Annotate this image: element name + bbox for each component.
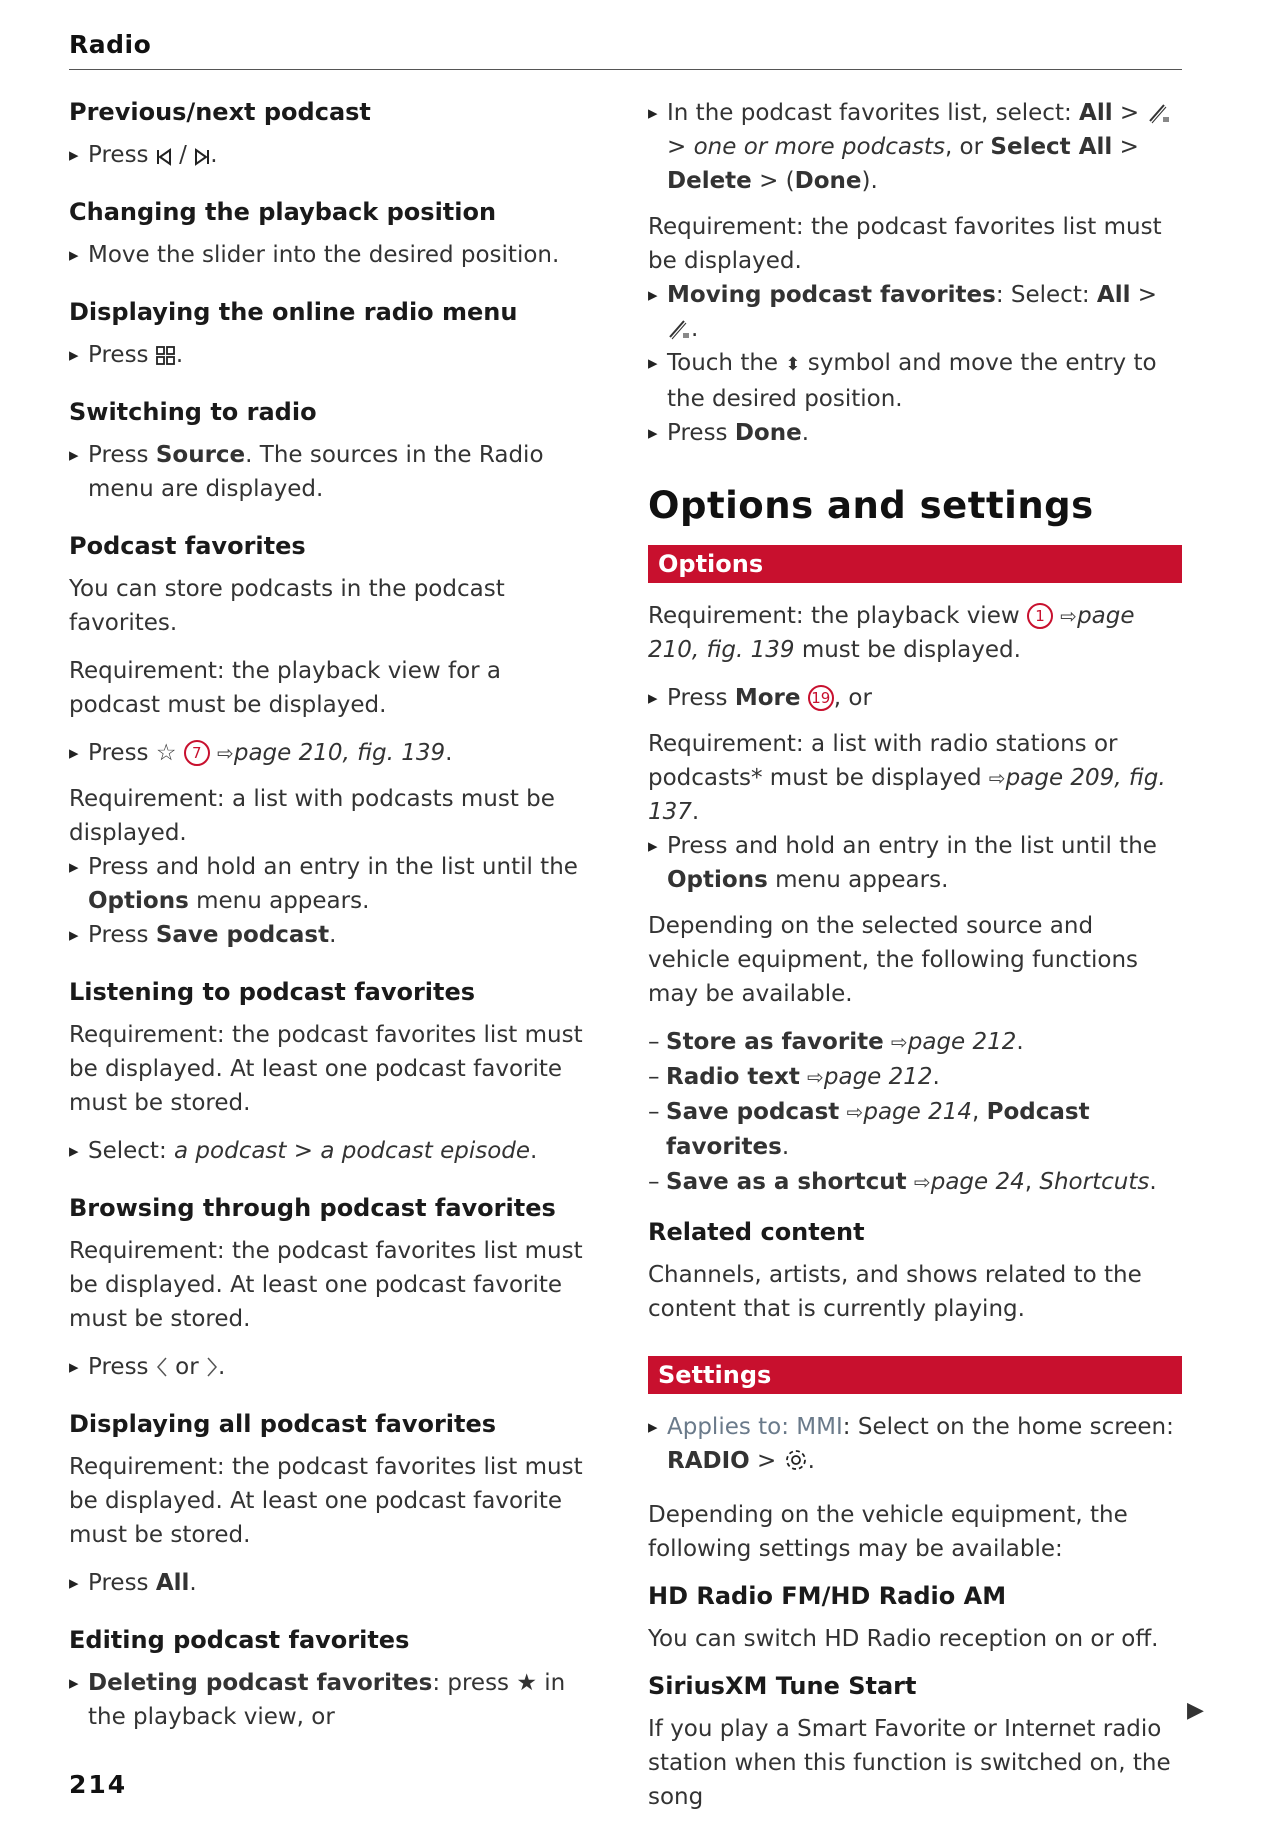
edit-pencil-icon xyxy=(667,318,691,340)
related-content-text: Channels, artists, and shows related to the content that is currently playing. xyxy=(648,1262,1142,1322)
page-reference-link[interactable]: page 212 xyxy=(907,1029,1017,1055)
step-press-all: ▸ Press All. xyxy=(69,1566,599,1600)
heading-editing-favorites: Editing podcast favorites xyxy=(69,1626,410,1654)
moving-requirement: Requirement: the podcast favorites list must be displayed. xyxy=(648,214,1162,274)
functions-list xyxy=(648,1025,1182,1200)
step-select-episode: ▸ Select: a podcast > a podcast episode. xyxy=(69,1134,599,1168)
step-hold-entry-options: ▸ Press and hold an entry in the list until the Options menu appears. xyxy=(648,829,1182,897)
listening-requirement: Requirement: the podcast favorites list must be displayed. At least one podcast favorite must be stored. xyxy=(69,1022,583,1116)
step-moving-favorites: ▸ Moving podcast favorites: Select: All > . xyxy=(648,278,1182,346)
cross-reference-arrow-icon: ⇨ xyxy=(217,741,234,765)
display-all-requirement: Requirement: the podcast favorites list must be displayed. At least one podcast favorite must be stored. xyxy=(69,1454,583,1548)
cross-reference-arrow-icon: ⇨ xyxy=(890,1030,908,1054)
page-reference-link[interactable]: page 212 xyxy=(823,1064,933,1090)
chevron-right-icon xyxy=(206,1356,218,1378)
skip-forward-icon xyxy=(194,148,210,166)
step-playback-position: ▸ Move the slider into the desired position. xyxy=(69,238,599,272)
page-reference-link[interactable]: page 214 xyxy=(863,1099,972,1125)
list-item: – Save podcast ⇨page 214, Podcast favorites. xyxy=(648,1095,1182,1165)
options-requirement-2: Requirement: a list with radio stations or podcasts* must be displayed ⇨page 209, fig. 137. xyxy=(648,731,1166,825)
heading-siriusxm-tune-start: SiriusXM Tune Start xyxy=(648,1672,917,1700)
step-online-menu: ▸ Press . xyxy=(69,338,599,372)
list-item: – Store as favorite ⇨page 212. xyxy=(648,1025,1182,1060)
hd-radio-text: You can switch HD Radio reception on or off. xyxy=(648,1626,1159,1652)
step-previous-next: ▸ Press / . xyxy=(69,138,599,172)
list-item: – Radio text ⇨page 212. xyxy=(648,1060,1182,1095)
continued-arrow-icon: ▶ xyxy=(1187,1698,1204,1723)
heading-display-all-favorites: Displaying all podcast favorites xyxy=(69,1410,497,1438)
favorites-intro: You can store podcasts in the podcast favorites. xyxy=(69,576,505,636)
right-column xyxy=(648,96,1182,1828)
options-depending-text: Depending on the selected source and vehicle equipment, the following functions may be available. xyxy=(648,913,1139,1007)
step-store-favorite: ▸ Press ☆ 7 ⇨page 210, fig. 139. xyxy=(69,736,599,770)
step-touch-move-symbol: ▸ Touch the ⬍ symbol and move the entry to the desired position. xyxy=(648,346,1182,416)
options-requirement-1: Requirement: the playback view 1 ⇨page 210, fig. 139 must be displayed. xyxy=(648,603,1135,663)
menu-grid-icon xyxy=(156,346,176,366)
header-rule xyxy=(69,69,1182,70)
heading-switching-radio: Switching to radio xyxy=(69,398,317,426)
gear-icon xyxy=(784,1448,808,1472)
page-reference-link[interactable]: page 209, fig. 137 xyxy=(648,765,1166,825)
cross-reference-arrow-icon: ⇨ xyxy=(807,1065,824,1089)
step-delete-favorites: ▸ Deleting podcast favorites: press ★ in the playback view, or xyxy=(69,1666,599,1734)
step-settings-path: ▸ Applies to: MMI: Select on the home screen: RADIO > . xyxy=(648,1410,1182,1478)
siriusxm-text: If you play a Smart Favorite or Internet radio station when this function is switched on, the song xyxy=(648,1716,1171,1810)
skip-back-icon xyxy=(156,148,172,166)
chevron-left-icon xyxy=(156,1356,168,1378)
callout-number: 7 xyxy=(184,740,210,766)
left-column xyxy=(69,96,599,1746)
cross-reference-arrow-icon: ⇨ xyxy=(846,1100,864,1124)
heading-playback-position: Changing the playback position xyxy=(69,198,497,226)
step-press-hold-options: ▸ Press and hold an entry in the list until the Options menu appears. xyxy=(69,850,599,918)
settings-depending-text: Depending on the vehicle equipment, the following settings may be available: xyxy=(648,1502,1128,1562)
page-number: 214 xyxy=(69,1770,128,1799)
page-reference-link[interactable]: page 24 xyxy=(930,1169,1025,1195)
step-browse: ▸ Press or . xyxy=(69,1350,599,1384)
callout-number: 1 xyxy=(1027,603,1053,629)
page-reference-link[interactable]: page 210, fig. 139 xyxy=(233,740,446,766)
options-section-bar: Options xyxy=(648,545,1182,583)
heading-previous-next: Previous/next podcast xyxy=(69,98,371,126)
step-switching-radio: ▸ Press Source. The sources in the Radio menu are displayed. xyxy=(69,438,599,506)
settings-section-bar: Settings xyxy=(648,1356,1182,1394)
star-outline-icon: ☆ xyxy=(155,740,177,766)
heading-podcast-favorites: Podcast favorites xyxy=(69,532,306,560)
browsing-requirement: Requirement: the podcast favorites list must be displayed. At least one podcast favorite must be stored. xyxy=(69,1238,583,1332)
edit-pencil-icon xyxy=(1147,102,1171,124)
heading-online-menu: Displaying the online radio menu xyxy=(69,298,518,326)
reorder-arrows-icon: ⬍ xyxy=(785,354,801,375)
heading-related-content: Related content xyxy=(648,1218,865,1246)
cross-reference-arrow-icon: ⇨ xyxy=(1060,604,1078,628)
heading-listening-favorites: Listening to podcast favorites xyxy=(69,978,476,1006)
favorites-requirement-1: Requirement: the playback view for a podcast must be displayed. xyxy=(69,658,502,718)
cross-reference-arrow-icon: ⇨ xyxy=(988,766,1006,790)
step-delete-from-list: ▸ In the podcast favorites list, select: All > > one or more podcasts, or Select All > Delete > (Done). xyxy=(648,96,1182,198)
step-press-more: ▸ Press More 19 , or xyxy=(648,681,1182,715)
step-press-done: ▸ Press Done. xyxy=(648,416,1182,450)
heading-hd-radio: HD Radio FM/HD Radio AM xyxy=(648,1582,1007,1610)
callout-number: 19 xyxy=(808,685,834,711)
page-reference-link[interactable]: page 210, fig. 139 xyxy=(648,603,1135,663)
list-item: – Save as a shortcut ⇨page 24, Shortcuts. xyxy=(648,1165,1182,1200)
heading-browsing-favorites: Browsing through podcast favorites xyxy=(69,1194,556,1222)
running-header: Radio xyxy=(69,30,152,59)
step-save-podcast: ▸ Press Save podcast. xyxy=(69,918,599,952)
heading-options-and-settings: Options and settings xyxy=(648,484,1094,527)
star-filled-icon: ★ xyxy=(516,1670,537,1696)
favorites-requirement-2: Requirement: a list with podcasts must be displayed. xyxy=(69,786,555,846)
cross-reference-arrow-icon: ⇨ xyxy=(913,1170,931,1194)
